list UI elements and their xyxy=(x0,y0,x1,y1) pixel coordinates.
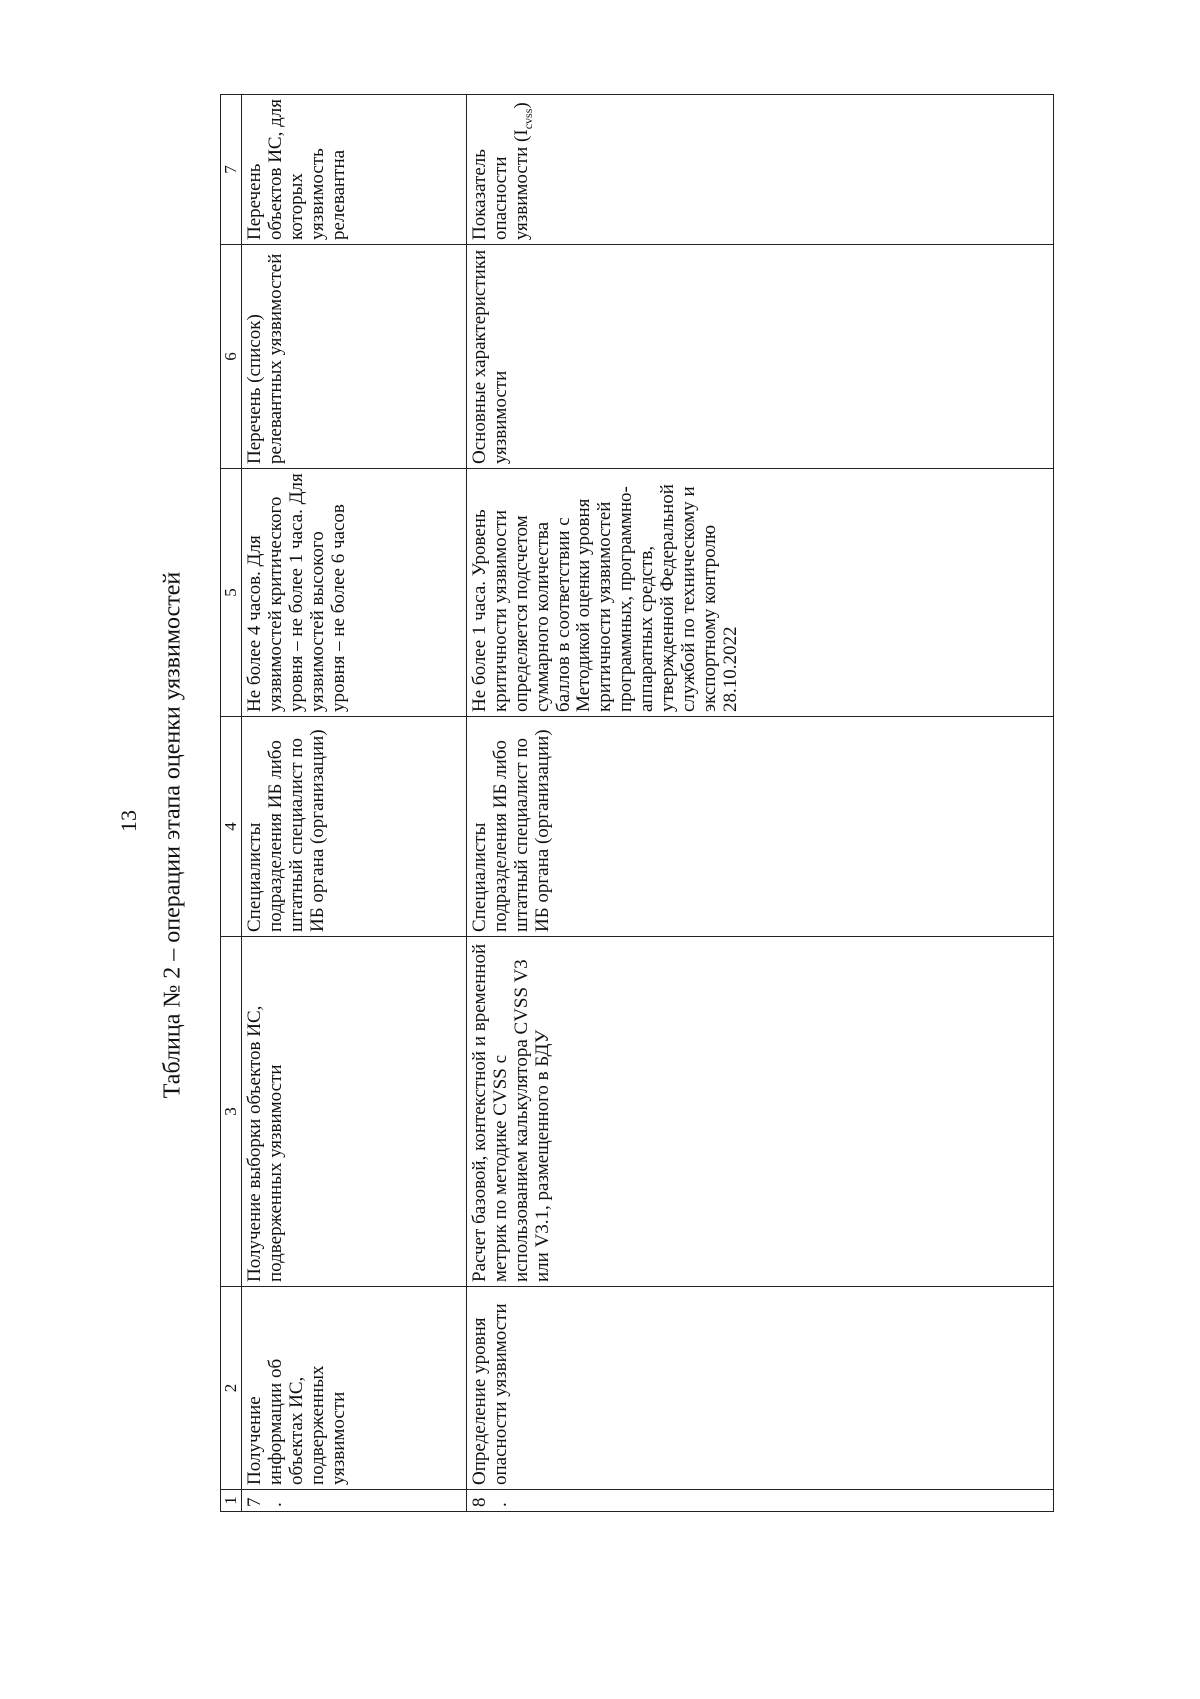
rotated-table-container xyxy=(220,95,1045,1512)
input-data: Основные характеристики уязвимости xyxy=(467,245,1054,469)
operations-table xyxy=(220,94,1054,1512)
output-data: Перечень объектов ИС, для которых уязвимость релевантна xyxy=(242,95,467,245)
header-cell: 4 xyxy=(221,717,242,937)
table-row xyxy=(467,95,1054,1512)
operation-content: Расчет базовой, контекстной и временной метрик по методике CVSS с использованием калькулятора CVSS V3 или V3.1, размещенного в БДУ xyxy=(467,937,1054,1287)
header-cell: 5 xyxy=(221,469,242,717)
header-cell: 2 xyxy=(221,1287,242,1490)
table-row xyxy=(242,95,467,1512)
responsible: Специалисты подразделения ИБ либо штатный специалист по ИБ органа (организации) xyxy=(242,717,467,937)
cvss-subscript: cvss xyxy=(520,108,535,130)
header-cell: 1 xyxy=(221,1490,242,1512)
table-title: Таблица № 2 – операции этапа оценки уязвимостей xyxy=(159,571,186,1099)
output-text-end: ) xyxy=(510,102,532,109)
page-number: 13 xyxy=(116,810,141,832)
deadline: Не более 4 часов. Для уязвимостей критического уровня – не более 1 часа. Для уязвимостей высокого уровня – не более 6 часов xyxy=(242,469,467,717)
table-header-row xyxy=(221,95,242,1512)
responsible: Специалисты подразделения ИБ либо штатный специалист по ИБ органа (организации) xyxy=(467,717,1054,937)
input-data: Перечень (список) релевантных уязвимостей xyxy=(242,245,467,469)
operation-content: Получение выборки объектов ИС, подверженных уязвимости xyxy=(242,937,467,1287)
output-text: Показатель опасности уязвимости (I xyxy=(469,129,532,240)
row-number: 8. xyxy=(467,1490,1054,1512)
output-data xyxy=(467,95,1054,245)
header-cell: 6 xyxy=(221,245,242,469)
header-cell: 7 xyxy=(221,95,242,245)
row-number: 7. xyxy=(242,1490,467,1512)
operation-name: Определение уровня опасности уязвимости xyxy=(467,1287,1054,1490)
header-cell: 3 xyxy=(221,937,242,1287)
deadline: Не более 1 часа. Уровень критичности уязвимости определяется подсчетом суммарного количества баллов в соответствии с Методикой оценки уровня критичности уязвимостей программных, программно-аппаратных средств, утвержденной Федеральной службой по техническому и экспортному контролю 28.10.2022 xyxy=(467,469,1054,717)
operation-name: Получение информации об объектах ИС, подверженных уязвимости xyxy=(242,1287,467,1490)
